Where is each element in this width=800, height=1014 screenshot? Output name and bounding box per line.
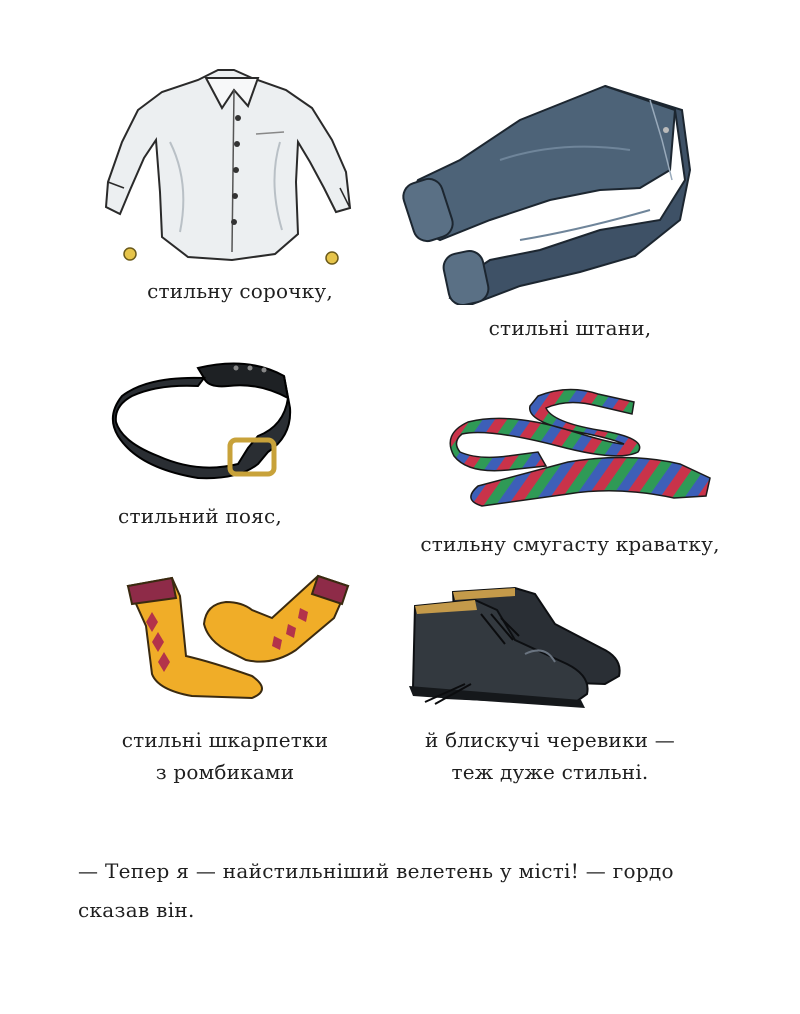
- caption-line: стильні шкарпетки: [121, 728, 329, 752]
- belt-icon: [108, 356, 298, 484]
- paragraph-line: сказав він.: [78, 898, 195, 922]
- tie-icon: [448, 382, 713, 512]
- caption-line: з ромбиками: [155, 760, 295, 784]
- trousers-icon: [400, 80, 695, 305]
- caption-line: теж дуже стильні.: [451, 760, 649, 784]
- socks-illustration: [122, 566, 354, 702]
- closing-paragraph: [78, 852, 718, 930]
- caption-line: стильну сорочку,: [147, 279, 333, 303]
- socks-icon: [122, 566, 354, 702]
- shoes-illustration: [405, 584, 627, 712]
- tie-illustration: [448, 382, 713, 512]
- shirt-icon: [100, 62, 355, 272]
- caption-tie: [410, 528, 730, 560]
- caption-trousers: [440, 312, 700, 344]
- caption-line: й блискучі черевики —: [425, 728, 675, 752]
- caption-belt: [70, 500, 330, 532]
- caption-line: стильні штани,: [488, 316, 652, 340]
- caption-socks: [95, 724, 355, 788]
- shirt-illustration: [100, 62, 355, 272]
- paragraph-line: — Тепер я — найстильніший велетень у місті! — гордо: [78, 859, 674, 883]
- belt-illustration: [108, 356, 298, 484]
- shoes-icon: [405, 584, 627, 712]
- caption-line: стильний пояс,: [118, 504, 282, 528]
- caption-shoes: [410, 724, 690, 788]
- caption-line: стильну смугасту краватку,: [420, 532, 720, 556]
- trousers-illustration: [400, 80, 695, 305]
- caption-shirt: [110, 275, 370, 307]
